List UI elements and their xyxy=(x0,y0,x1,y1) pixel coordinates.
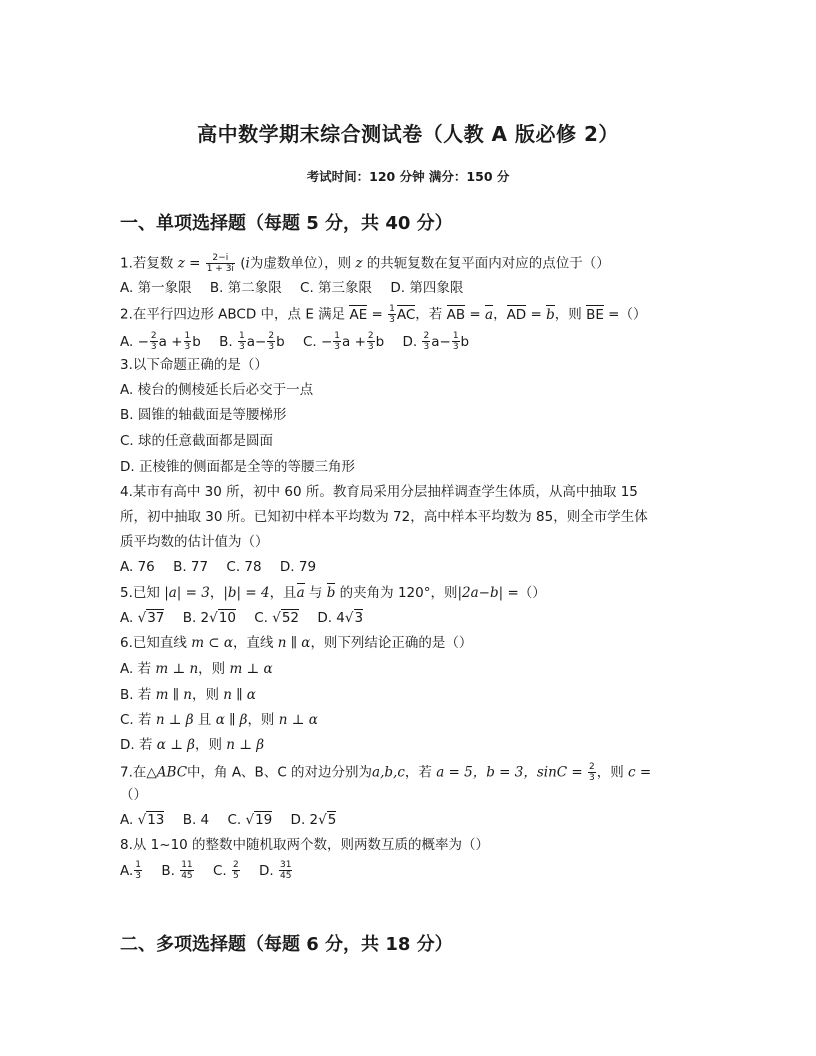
question-4-stem-line-2: 所，初中抽取 30 所。已知初中样本平均数为 72，高中样本平均数为 85，则全市学生体 xyxy=(120,509,648,525)
section-multiple-choice-heading: 二、多项选择题（每题 6 分，共 18 分） xyxy=(120,934,453,955)
option-c: C. √19 xyxy=(227,812,273,828)
option-d: D. 第四象限 xyxy=(390,280,464,296)
question-5-stem: 5.已知 |a| = 3，|b| = 4，且a 与 b 的夹角为 120°，则|2a−b| =（） xyxy=(120,585,546,601)
question-4-stem-line-1: 4.某市有高中 30 所，初中 60 所。教育局采用分层抽样调查学生体质，从高中抽取 15 xyxy=(120,484,638,500)
option-b: B. 第二象限 xyxy=(209,280,282,296)
question-6-option-c: C. 若 n ⊥ β 且 α ∥ β，则 n ⊥ α xyxy=(120,712,318,728)
option-c: C. 78 xyxy=(226,559,262,575)
question-7-stem-cont: （） xyxy=(120,787,147,803)
question-1-options xyxy=(120,279,477,297)
fraction: $\frac{2-i}{1 + 3i}$ xyxy=(206,253,234,274)
question-6-stem: 6.已知直线 m ⊂ α，直线 n ∥ α，则下列结论正确的是（） xyxy=(120,635,473,651)
option-d: D. $\frac{2}{3}$ a− $\frac{1}{3}$ b xyxy=(402,331,470,352)
option-d: D. 4√3 xyxy=(317,610,364,626)
question-4-stem-line-3: 质平均数的估计值为（） xyxy=(120,534,269,550)
fraction: $\frac{1}{3}$ xyxy=(389,304,395,325)
exam-info: 考试时间：120 分钟 满分：150 分 xyxy=(306,169,510,184)
fraction: $\frac{2}{3}$ xyxy=(589,762,595,783)
option-c: C. $\frac{2}{5}$ xyxy=(212,860,239,881)
vector-ac: AC xyxy=(396,306,416,323)
question-3-option-d: D. 正棱锥的侧面都是全等的等腰三角形 xyxy=(120,459,355,475)
exam-title: 高中数学期末综合测试卷（人教 A 版必修 2） xyxy=(197,122,619,146)
option-b: B. $\frac{1}{3}$ a− $\frac{2}{3}$ b xyxy=(219,331,285,352)
vector-ad: AD xyxy=(506,306,527,323)
question-6-option-a: A. 若 m ⊥ n，则 m ⊥ α xyxy=(120,661,273,677)
option-c: C. √52 xyxy=(254,610,300,626)
question-3-option-c: C. 球的任意截面都是圆面 xyxy=(120,433,274,449)
option-a: A. − $\frac{2}{3}$ a + $\frac{1}{3}$ b xyxy=(120,331,201,352)
option-b: B. 2√10 xyxy=(182,610,236,626)
section-single-choice-heading: 一、单项选择题（每题 5 分，共 40 分） xyxy=(120,213,453,234)
option-d: D. $\frac{31}{45}$ xyxy=(258,860,292,881)
question-7-options xyxy=(120,811,350,829)
option-d: D. 2√5 xyxy=(290,812,337,828)
option-b: B. 4 xyxy=(182,812,210,828)
question-3-option-b: B. 圆锥的轴截面是等腰梯形 xyxy=(120,407,287,423)
option-b: B. 77 xyxy=(173,559,209,575)
question-2-options xyxy=(120,331,483,352)
option-a: A. √13 xyxy=(120,812,165,828)
question-5-options xyxy=(120,609,377,627)
question-6-option-d: D. 若 α ⊥ β，则 n ⊥ β xyxy=(120,737,265,753)
question-1-stem: 1.若复数 z = $\frac{2-i}{1 + 3i}$ (i为虚数单位），则 z 的共轭复数在复平面内对应的点位于（） xyxy=(120,253,610,274)
question-3-stem: 3.以下命题正确的是（） xyxy=(120,357,268,373)
question-8-stem: 8.从 1~10 的整数中随机取两个数，则两数互质的概率为（） xyxy=(120,837,490,853)
vector-be: BE xyxy=(586,306,604,323)
question-6-option-b: B. 若 m ∥ n，则 n ∥ α xyxy=(120,687,256,703)
option-a: A. √37 xyxy=(120,610,165,626)
question-7-stem: 7.在△ABC中，角 A、B、C 的对边分别为a,b,c，若 a = 5，b = 3，sinC = $\frac{2}{3}$ ，则 c = xyxy=(120,762,652,783)
option-d: D. 79 xyxy=(279,559,317,575)
option-a: A. 第一象限 xyxy=(120,280,192,296)
question-3-option-a: A. 棱台的侧棱延长后必交于一点 xyxy=(120,382,314,398)
question-8-options xyxy=(120,860,307,881)
option-c: C. 第三象限 xyxy=(300,280,373,296)
option-a: A. $\frac{1}{3}$ xyxy=(120,860,142,881)
option-b: B. $\frac{11}{45}$ xyxy=(161,860,193,881)
option-c: C. − $\frac{1}{3}$ a + $\frac{2}{3}$ b xyxy=(302,331,385,352)
vector-ae: AE xyxy=(349,306,368,323)
question-2-stem: 2.在平行四边形 ABCD 中，点 E 满足 AE = $\frac{1}{3}$ AC，若 AB = a，AD = b，则 BE =（） xyxy=(120,304,647,325)
vector-ab: AB xyxy=(446,306,466,323)
option-a: A. 76 xyxy=(120,559,155,575)
question-4-options xyxy=(120,558,330,576)
